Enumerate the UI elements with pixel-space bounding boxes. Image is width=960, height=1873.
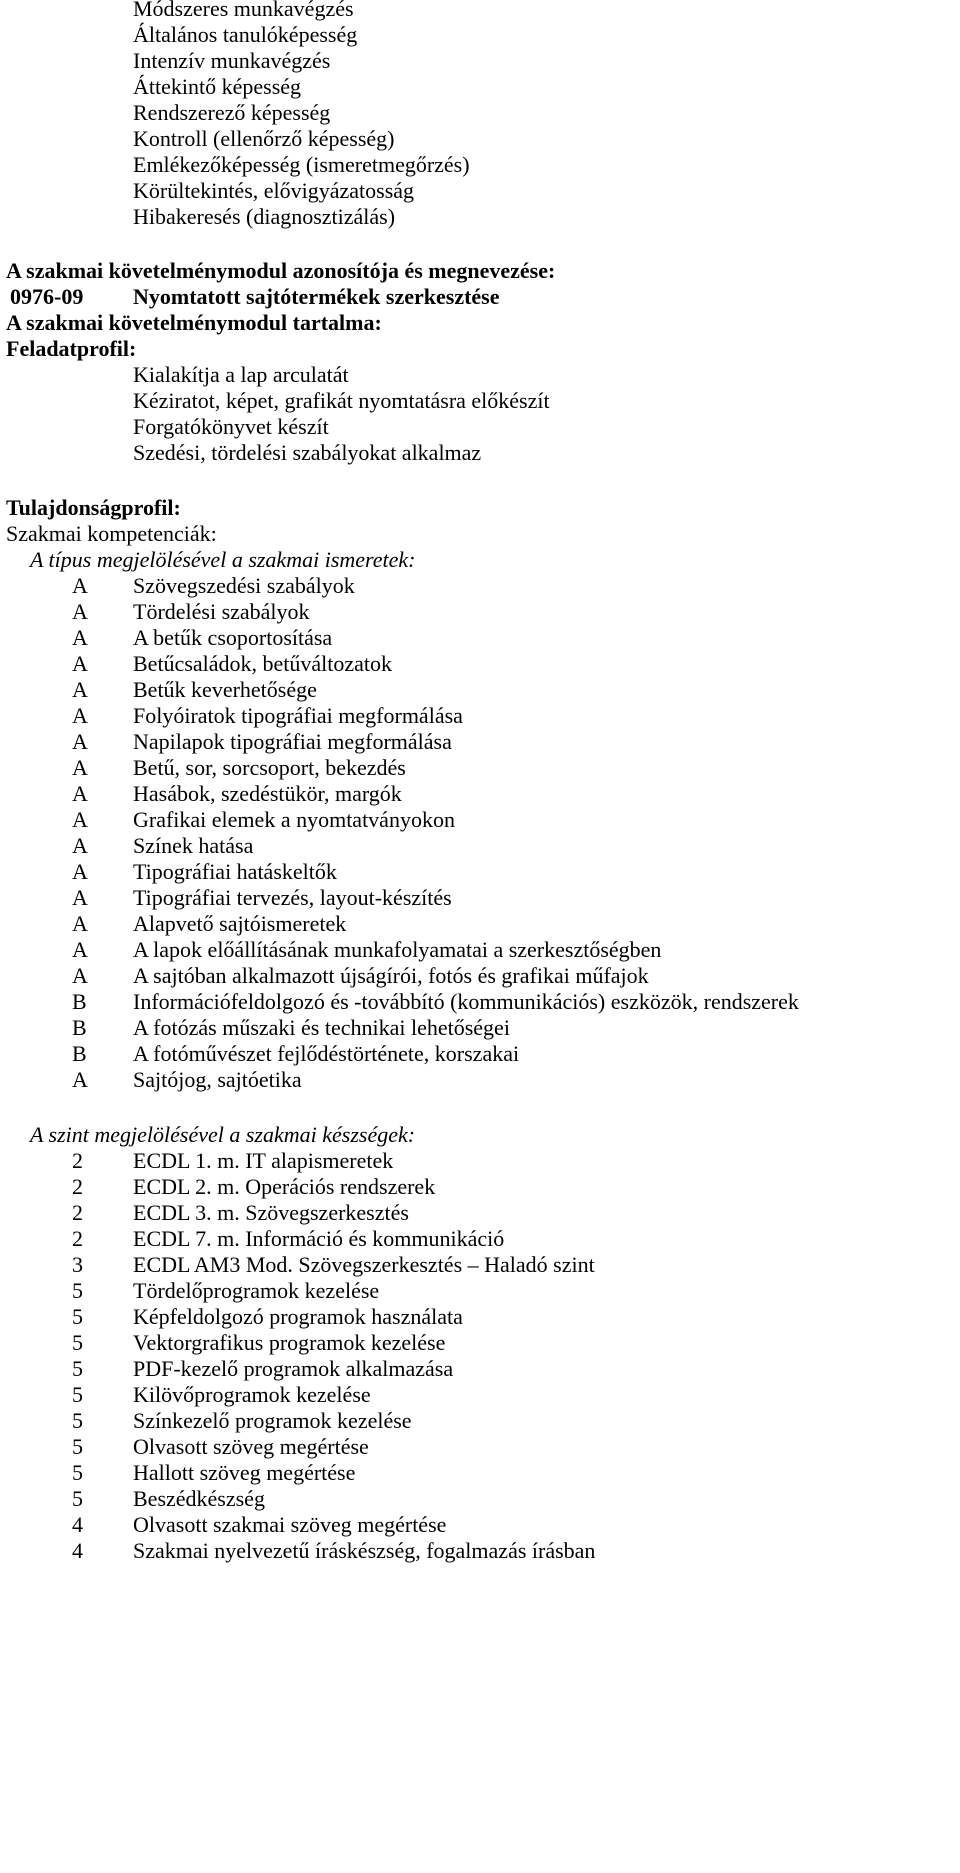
knowledge-type: A — [72, 885, 88, 910]
knowledge-type: A — [72, 833, 88, 858]
skill-row — [0, 1330, 960, 1356]
knowledge-text: Betűcsaládok, betűváltozatok — [133, 651, 393, 676]
skill-row — [0, 1356, 960, 1382]
skill-text: PDF-kezelő programok alkalmazása — [133, 1356, 454, 1381]
knowledge-text: A sajtóban alkalmazott újságírói, fotós és grafikai műfajok — [133, 963, 649, 988]
knowledge-type: A — [72, 807, 88, 832]
skill-text: Tördelőprogramok kezelése — [133, 1278, 380, 1303]
skill-row — [0, 1148, 960, 1174]
skill-level: 4 — [72, 1538, 83, 1563]
skill-row — [0, 1278, 960, 1304]
top-list-item: Rendszerező képesség — [133, 100, 331, 125]
knowledge-row — [0, 651, 960, 677]
skill-level: 5 — [72, 1278, 83, 1303]
module-id-heading: A szakmai követelménymodul azonosítója és megnevezése: — [6, 258, 556, 283]
skills-heading: A szint megjelölésével a szakmai készségek: — [30, 1122, 416, 1147]
task-item: Kéziratot, képet, grafikát nyomtatásra előkészít — [133, 388, 550, 413]
skill-row — [0, 1460, 960, 1486]
skill-row — [0, 1538, 960, 1564]
knowledge-row — [0, 807, 960, 833]
skill-row — [0, 1512, 960, 1538]
skill-text: Kilövőprogramok kezelése — [133, 1382, 371, 1407]
skill-level: 2 — [72, 1148, 83, 1173]
knowledge-type: A — [72, 755, 88, 780]
skill-level: 5 — [72, 1356, 83, 1381]
knowledge-type: A — [72, 729, 88, 754]
task-item: Forgatókönyvet készít — [133, 414, 329, 439]
knowledge-type: A — [72, 703, 88, 728]
knowledge-row — [0, 755, 960, 781]
knowledge-row — [0, 1067, 960, 1093]
knowledge-row — [0, 989, 960, 1015]
knowledge-text: Grafikai elemek a nyomtatványokon — [133, 807, 455, 832]
top-list-item: Körültekintés, elővigyázatosság — [133, 178, 415, 203]
knowledge-type: A — [72, 599, 88, 624]
knowledge-type: A — [72, 677, 88, 702]
skill-text: ECDL 7. m. Információ és kommunikáció — [133, 1226, 505, 1251]
skill-text: ECDL 2. m. Operációs rendszerek — [133, 1174, 436, 1199]
skill-row — [0, 1304, 960, 1330]
knowledge-row — [0, 833, 960, 859]
knowledge-row — [0, 885, 960, 911]
skill-text: ECDL AM3 Mod. Szövegszerkesztés – Haladó szint — [133, 1252, 595, 1277]
knowledge-type: B — [72, 1015, 87, 1040]
skill-text: Hallott szöveg megértése — [133, 1460, 356, 1485]
knowledge-type: A — [72, 937, 88, 962]
knowledge-text: Betű, sor, sorcsoport, bekezdés — [133, 755, 406, 780]
skill-row — [0, 1382, 960, 1408]
knowledge-type: A — [72, 781, 88, 806]
knowledge-text: Sajtójog, sajtóetika — [133, 1067, 302, 1092]
knowledge-row — [0, 859, 960, 885]
knowledge-type: B — [72, 1041, 87, 1066]
skill-level: 5 — [72, 1460, 83, 1485]
knowledge-row — [0, 729, 960, 755]
knowledge-text: Információfeldolgozó és -továbbító (kommunikációs) eszközök, rendszerek — [133, 989, 799, 1014]
skill-row — [0, 1408, 960, 1434]
knowledge-text: Betűk keverhetősége — [133, 677, 317, 702]
knowledge-text: Tipográfiai tervezés, layout-készítés — [133, 885, 452, 910]
knowledge-type: A — [72, 963, 88, 988]
skill-level: 2 — [72, 1226, 83, 1251]
skill-text: Szakmai nyelvezetű íráskészség, fogalmazás írásban — [133, 1538, 596, 1563]
knowledge-row — [0, 1015, 960, 1041]
knowledge-type: A — [72, 625, 88, 650]
top-list-item: Kontroll (ellenőrző képesség) — [133, 126, 395, 151]
knowledge-heading: A típus megjelölésével a szakmai ismeretek: — [30, 547, 416, 572]
knowledge-text: Folyóiratok tipográfiai megformálása — [133, 703, 463, 728]
knowledge-row — [0, 937, 960, 963]
skill-text: Vektorgrafikus programok kezelése — [133, 1330, 446, 1355]
knowledge-text: Alapvető sajtóismeretek — [133, 911, 347, 936]
top-list-item: Emlékezőképesség (ismeretmegőrzés) — [133, 152, 470, 177]
task-item: Kialakítja a lap arculatát — [133, 362, 349, 387]
skill-text: ECDL 3. m. Szövegszerkesztés — [133, 1200, 409, 1225]
knowledge-text: Hasábok, szedéstükör, margók — [133, 781, 402, 806]
competencies-heading: Szakmai kompetenciák: — [6, 521, 217, 546]
knowledge-type: B — [72, 989, 87, 1014]
skill-row — [0, 1226, 960, 1252]
module-name: Nyomtatott sajtótermékek szerkesztése — [133, 284, 500, 309]
knowledge-text: A betűk csoportosítása — [133, 625, 333, 650]
knowledge-row — [0, 599, 960, 625]
skill-level: 5 — [72, 1304, 83, 1329]
skill-text: ECDL 1. m. IT alapismeretek — [133, 1148, 394, 1173]
skill-row — [0, 1252, 960, 1278]
skill-level: 2 — [72, 1174, 83, 1199]
knowledge-type: A — [72, 573, 88, 598]
skill-row — [0, 1174, 960, 1200]
knowledge-text: Napilapok tipográfiai megformálása — [133, 729, 452, 754]
skill-text: Olvasott szakmai szöveg megértése — [133, 1512, 447, 1537]
skill-text: Olvasott szöveg megértése — [133, 1434, 369, 1459]
knowledge-type: A — [72, 911, 88, 936]
knowledge-row — [0, 963, 960, 989]
skill-text: Képfeldolgozó programok használata — [133, 1304, 463, 1329]
knowledge-row — [0, 625, 960, 651]
skill-level: 5 — [72, 1330, 83, 1355]
knowledge-type: A — [72, 651, 88, 676]
module-code: 0976-09 — [10, 284, 84, 309]
skill-row — [0, 1200, 960, 1226]
skill-row — [0, 1434, 960, 1460]
skill-text: Színkezelő programok kezelése — [133, 1408, 412, 1433]
task-profile-heading: Feladatprofil: — [6, 336, 137, 361]
task-item: Szedési, tördelési szabályokat alkalmaz — [133, 440, 482, 465]
skill-level: 5 — [72, 1382, 83, 1407]
knowledge-row — [0, 911, 960, 937]
top-list-item: Intenzív munkavégzés — [133, 48, 331, 73]
knowledge-row — [0, 573, 960, 599]
knowledge-text: A fotóművészet fejlődéstörténete, korszakai — [133, 1041, 520, 1066]
top-list-item: Hibakeresés (diagnosztizálás) — [133, 204, 396, 229]
knowledge-text: Tipográfiai hatáskeltők — [133, 859, 337, 884]
top-list-item: Általános tanulóképesség — [133, 22, 358, 47]
top-list-item: Áttekintő képesség — [133, 74, 302, 99]
knowledge-type: A — [72, 1067, 88, 1092]
knowledge-text: A fotózás műszaki és technikai lehetőségei — [133, 1015, 510, 1040]
knowledge-text: Tördelési szabályok — [133, 599, 310, 624]
knowledge-text: Szövegszedési szabályok — [133, 573, 355, 598]
skill-level: 5 — [72, 1434, 83, 1459]
top-list-item: Módszeres munkavégzés — [133, 0, 354, 21]
knowledge-row — [0, 677, 960, 703]
skill-level: 4 — [72, 1512, 83, 1537]
skill-level: 5 — [72, 1486, 83, 1511]
knowledge-text: Színek hatása — [133, 833, 254, 858]
knowledge-type: A — [72, 859, 88, 884]
skill-text: Beszédkészség — [133, 1486, 265, 1511]
skill-level: 5 — [72, 1408, 83, 1433]
skill-level: 2 — [72, 1200, 83, 1225]
knowledge-row — [0, 781, 960, 807]
property-profile-heading: Tulajdonságprofil: — [6, 495, 181, 520]
knowledge-text: A lapok előállításának munkafolyamatai a szerkesztőségben — [133, 937, 662, 962]
skill-level: 3 — [72, 1252, 83, 1277]
module-content-heading: A szakmai követelménymodul tartalma: — [6, 310, 382, 335]
skill-row — [0, 1486, 960, 1512]
knowledge-row — [0, 703, 960, 729]
knowledge-row — [0, 1041, 960, 1067]
